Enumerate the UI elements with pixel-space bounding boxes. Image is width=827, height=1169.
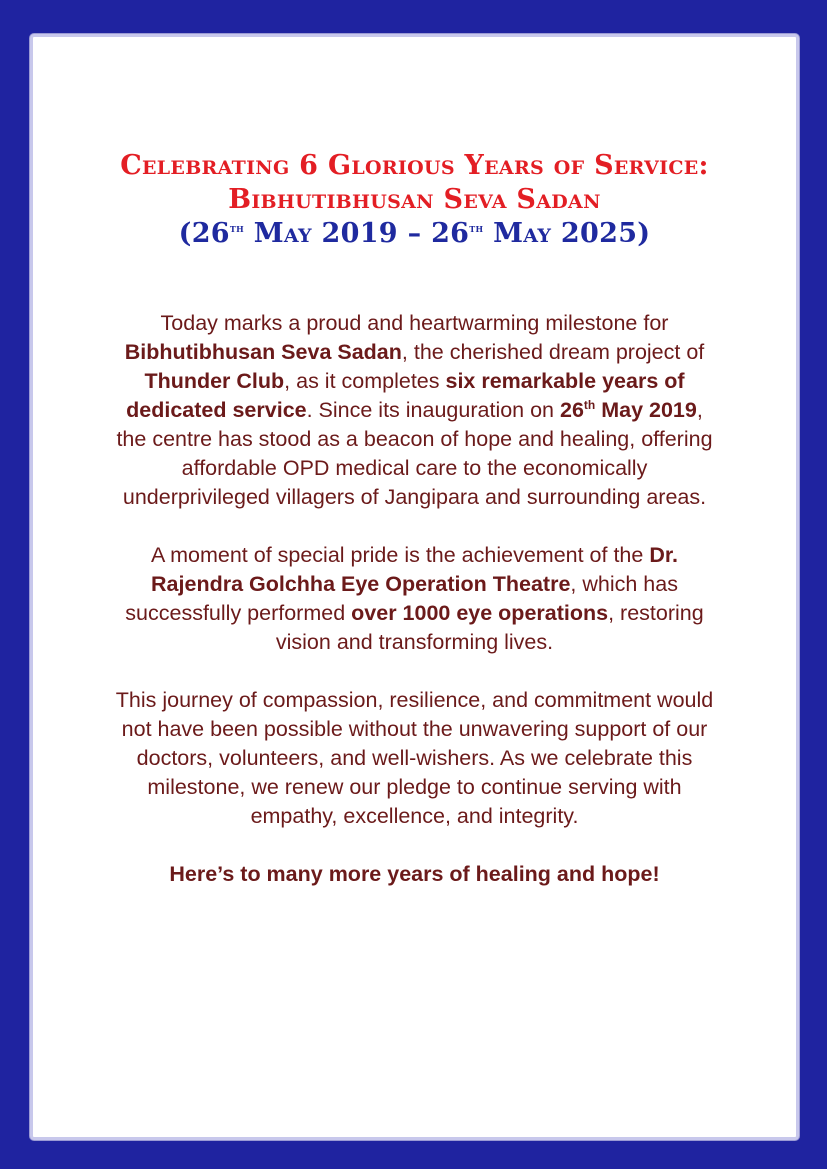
content-frame bbox=[30, 34, 799, 1140]
dates-sup-2: th bbox=[469, 221, 484, 235]
document-content bbox=[33, 37, 796, 918]
dates-sup-1: th bbox=[229, 221, 244, 235]
p1-text-5: , the centre has stood as a beacon of hope and healing, offering affordable OPD medical care to the economically underprivileged villagers of Jangipara and surrounding areas. bbox=[116, 398, 713, 509]
paragraph-gratitude: This journey of compassion, resilience, and commitment would not have been possible without the unwavering support of our doctors, volunteers, and well-wishers. As we celebrate this milestone, we renew our pledge to continue serving with empathy, excellence, and integrity. bbox=[115, 688, 714, 828]
title-dates bbox=[33, 217, 796, 251]
p2-text-1: A moment of special pride is the achievement of the bbox=[150, 543, 650, 567]
p1-text-2: , the cherished dream project of bbox=[401, 340, 705, 364]
p2-text-3: , restoring vision and transforming lives. bbox=[275, 601, 704, 654]
p2-bold-operations: over 1000 eye operations bbox=[351, 601, 609, 625]
body-text bbox=[109, 309, 721, 889]
p1-date-rest: May 2019 bbox=[595, 398, 697, 422]
p2-text-2: , which has successfully performed bbox=[125, 572, 678, 625]
p1-text-1: Today marks a proud and heartwarming milestone for bbox=[160, 311, 669, 335]
p1-bold-club: Thunder Club bbox=[144, 369, 285, 393]
p1-text-4: . Since its inauguration on bbox=[306, 398, 560, 422]
paragraph-milestone bbox=[109, 309, 721, 512]
p1-bold-years: six remarkable years of dedicated service bbox=[126, 369, 685, 422]
p1-text-3: , as it completes bbox=[284, 369, 446, 393]
dates-close: May 2025) bbox=[483, 218, 651, 249]
title-line-2: Bibhutibhusan Seva Sadan bbox=[228, 184, 601, 215]
dates-mid: May 2019 – 26 bbox=[244, 218, 470, 249]
p1-bold-date bbox=[560, 398, 697, 422]
dates-open: (26 bbox=[178, 218, 230, 249]
p1-date-day: 26 bbox=[560, 398, 584, 422]
page-title bbox=[33, 37, 796, 251]
p2-bold-theatre: Dr. Rajendra Golchha Eye Operation Theatre bbox=[151, 543, 679, 596]
p1-date-sup: th bbox=[583, 397, 596, 412]
closing-line: Here’s to many more years of healing and hope! bbox=[169, 862, 660, 886]
paragraph-eye-theatre bbox=[109, 541, 721, 657]
p1-bold-org: Bibhutibhusan Seva Sadan bbox=[124, 340, 402, 364]
title-line-1: Celebrating 6 Glorious Years of Service: bbox=[120, 150, 709, 181]
